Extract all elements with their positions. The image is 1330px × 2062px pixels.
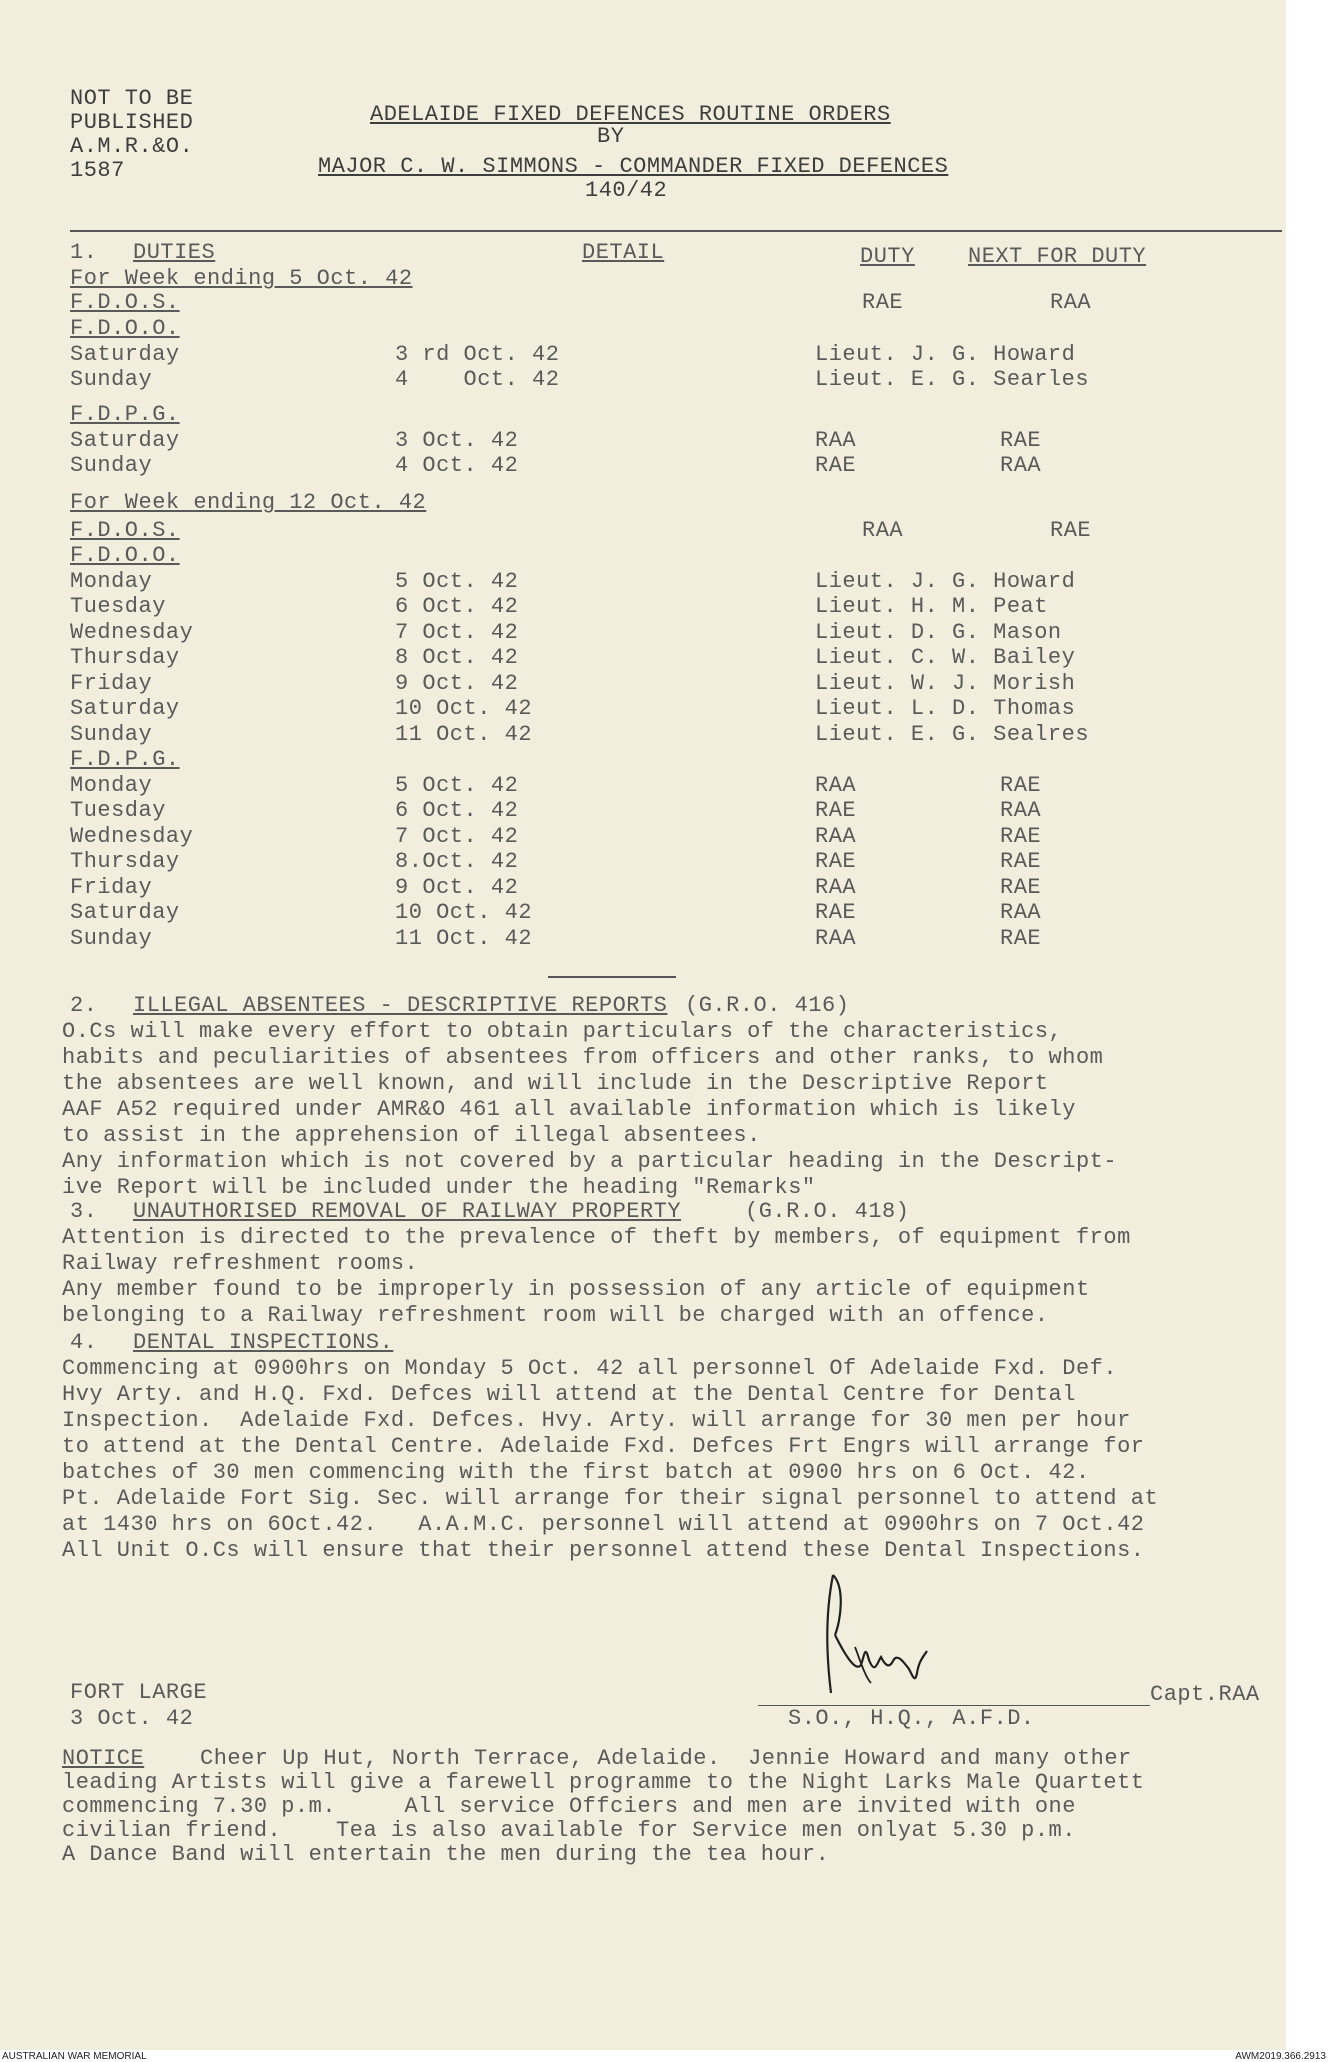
duty-row-date: 4 Oct. 42: [395, 453, 519, 478]
duty-row-next: RAE: [1000, 849, 1042, 874]
duty-row-day: Monday: [70, 773, 153, 798]
section-line: the absentees are well known, and will include in the Descriptive Report: [62, 1071, 1049, 1096]
notice-line: civilian friend. Tea is also available for Service men onlyat 5.30 p.m.: [62, 1818, 1076, 1843]
section-line: Any information which is not covered by a particular heading in the Descript-: [62, 1149, 1118, 1174]
section-reference: (G.R.O. 416): [685, 993, 850, 1018]
duty-row-date: 10 Oct. 42: [395, 900, 533, 925]
duty-row-duty: Lieut. W. J. Morish: [815, 671, 1076, 696]
duty-row-day: Monday: [70, 569, 153, 594]
section-line: Pt. Adelaide Fort Sig. Sec. will arrange for their signal personnel to attend at: [62, 1486, 1159, 1511]
duty-row-date: 9 Oct. 42: [395, 875, 519, 900]
duty-row-date: 10 Oct. 42: [395, 696, 533, 721]
handwritten-signature: [805, 1565, 940, 1700]
section-line: Hvy Arty. and H.Q. Fxd. Defces will attend at the Dental Centre for Dental: [62, 1382, 1076, 1407]
duty-row-date: 9 Oct. 42: [395, 671, 519, 696]
duty-row-duty: RAA: [815, 824, 857, 849]
duty-row-next: RAA: [1000, 900, 1042, 925]
duty-row-date: 8 Oct. 42: [395, 645, 519, 670]
duties-section-number: 1.: [70, 240, 98, 265]
publication-note-line-1: NOT TO BE: [70, 86, 194, 111]
duty-row-date: 4 Oct. 42: [395, 367, 560, 392]
section-line: Commencing at 0900hrs on Monday 5 Oct. 42 all personnel Of Adelaide Fxd. Def.: [62, 1356, 1118, 1381]
duty-row-day: For Week ending 5 Oct. 42: [70, 266, 413, 291]
duty-row-date: 8.Oct. 42: [395, 849, 519, 874]
section-line: to attend at the Dental Centre. Adelaide Fxd. Defces Frt Engrs will arrange for: [62, 1434, 1145, 1459]
section-line: habits and peculiarities of absentees from officers and other ranks, to whom: [62, 1045, 1104, 1070]
duty-row-next: RAE: [1000, 428, 1042, 453]
duty-row-day: F.D.P.G.: [70, 747, 180, 772]
section-heading: UNAUTHORISED REMOVAL OF RAILWAY PROPERTY: [133, 1199, 682, 1224]
duty-row-day: Sunday: [70, 926, 153, 951]
duty-row-date: 6 Oct. 42: [395, 594, 519, 619]
section-number: 3.: [70, 1199, 98, 1224]
duty-row-date: 5 Oct. 42: [395, 773, 519, 798]
notice-line: Cheer Up Hut, North Terrace, Adelaide. Jennie Howard and many other: [200, 1746, 1132, 1771]
duty-row-day: Sunday: [70, 453, 153, 478]
duty-row-next: RAE: [1000, 824, 1042, 849]
footer-accession: AWM2019.366.2913: [1235, 2051, 1326, 2062]
duty-row-day: Saturday: [70, 696, 180, 721]
duties-col-next: NEXT FOR DUTY: [968, 244, 1147, 269]
notice-label: NOTICE: [62, 1746, 145, 1771]
notice-line: leading Artists will give a farewell programme to the Night Larks Male Quartett: [62, 1770, 1145, 1795]
duty-row-next: RAA: [1050, 290, 1092, 315]
section-line: All Unit O.Cs will ensure that their personnel attend these Dental Inspections.: [62, 1538, 1145, 1563]
duty-row-date: 7 Oct. 42: [395, 824, 519, 849]
duty-row-duty: RAE: [815, 798, 857, 823]
duty-row-duty: Lieut. D. G. Mason: [815, 620, 1062, 645]
duty-row-duty: RAA: [815, 926, 857, 951]
signature-appointment: S.O., H.Q., A.F.D.: [788, 1706, 1035, 1731]
duty-row-day: F.D.O.O.: [70, 316, 180, 341]
section-line: Any member found to be improperly in possession of any article of equipment: [62, 1277, 1090, 1302]
header-divider: [70, 230, 1282, 232]
duty-row-day: F.D.O.S.: [70, 290, 180, 315]
duty-row-duty: RAA: [815, 428, 857, 453]
duty-row-next: RAE: [1000, 926, 1042, 951]
signature-location: FORT LARGE: [70, 1680, 208, 1705]
section-line: belonging to a Railway refreshment room will be charged with an offence.: [62, 1303, 1049, 1328]
document-title-by: BY: [597, 124, 625, 149]
duty-row-day: F.D.O.O.: [70, 543, 180, 568]
duty-row-day: Thursday: [70, 849, 180, 874]
publication-note-line-4: 1587: [70, 158, 125, 183]
duty-row-day: Friday: [70, 875, 153, 900]
duty-row-date: 3 rd Oct. 42: [395, 342, 560, 367]
document-title: ADELAIDE FIXED DEFENCES ROUTINE ORDERS: [370, 102, 891, 127]
duty-row-day: Thursday: [70, 645, 180, 670]
duty-row-date: 5 Oct. 42: [395, 569, 519, 594]
section-line: Inspection. Adelaide Fxd. Defces. Hvy. Arty. will arrange for 30 men per hour: [62, 1408, 1131, 1433]
duty-row-day: Saturday: [70, 428, 180, 453]
section-reference: (G.R.O. 418): [745, 1199, 910, 1224]
footer-institution: AUSTRALIAN WAR MEMORIAL: [2, 2051, 147, 2062]
document-author: MAJOR C. W. SIMMONS - COMMANDER FIXED DEFENCES: [318, 154, 949, 179]
duty-row-day: Tuesday: [70, 798, 166, 823]
section-line: O.Cs will make every effort to obtain particulars of the characteristics,: [62, 1019, 1063, 1044]
section-line: to assist in the apprehension of illegal absentees.: [62, 1123, 761, 1148]
duty-row-duty: RAE: [815, 453, 857, 478]
page-margin-strip: [1286, 0, 1330, 2050]
duty-row-duty: Lieut. L. D. Thomas: [815, 696, 1076, 721]
duty-row-duty: Lieut. E. G. Sealres: [815, 722, 1090, 747]
notice-line: commencing 7.30 p.m. All service Offciers and men are invited with one: [62, 1794, 1076, 1819]
section-line: Attention is directed to the prevalence of theft by members, of equipment from: [62, 1225, 1131, 1250]
duty-row-day: Saturday: [70, 900, 180, 925]
duty-row-next: RAA: [1000, 453, 1042, 478]
section-heading: DENTAL INSPECTIONS.: [133, 1330, 394, 1355]
duty-row-next: RAE: [1000, 773, 1042, 798]
duty-row-day: Wednesday: [70, 620, 194, 645]
duties-col-detail: DETAIL: [582, 240, 665, 265]
duty-row-next: RAE: [1000, 875, 1042, 900]
duty-row-day: For Week ending 12 Oct. 42: [70, 490, 427, 515]
duty-row-duty: Lieut. E. G. Searles: [815, 367, 1090, 392]
duty-row-date: 6 Oct. 42: [395, 798, 519, 823]
duty-row-duty: Lieut. J. G. Howard: [815, 342, 1076, 367]
duty-row-duty: RAA: [815, 875, 857, 900]
duty-row-duty: RAE: [862, 290, 904, 315]
duties-heading: DUTIES: [133, 240, 216, 265]
section-line: batches of 30 men commencing with the first batch at 0900 hrs on 6 Oct. 42.: [62, 1460, 1090, 1485]
section-number: 4.: [70, 1330, 98, 1355]
duty-row-duty: Lieut. C. W. Bailey: [815, 645, 1076, 670]
notice-line: A Dance Band will entertain the men during the tea hour.: [62, 1842, 830, 1867]
duty-row-next: RAE: [1050, 518, 1092, 543]
duty-row-duty: Lieut. H. M. Peat: [815, 594, 1048, 619]
duty-row-duty: RAA: [815, 773, 857, 798]
duty-row-day: Sunday: [70, 722, 153, 747]
duty-row-duty: Lieut. J. G. Howard: [815, 569, 1076, 594]
duty-row-day: F.D.P.G.: [70, 402, 180, 427]
section-heading: ILLEGAL ABSENTEES - DESCRIPTIVE REPORTS: [133, 993, 668, 1018]
section-line: at 1430 hrs on 6Oct.42. A.A.M.C. personnel will attend at 0900hrs on 7 Oct.42: [62, 1512, 1145, 1537]
duty-row-date: 11 Oct. 42: [395, 722, 533, 747]
duty-row-day: Saturday: [70, 342, 180, 367]
signature-rank: Capt.RAA: [1150, 1682, 1260, 1707]
publication-note-line-2: PUBLISHED: [70, 110, 194, 135]
section-line: Railway refreshment rooms.: [62, 1251, 419, 1276]
section-number: 2.: [70, 993, 98, 1018]
duty-row-day: Wednesday: [70, 824, 194, 849]
duty-row-day: Friday: [70, 671, 153, 696]
publication-note-line-3: A.M.R.&O.: [70, 134, 194, 159]
signature-date: 3 Oct. 42: [70, 1706, 194, 1731]
section-line: AAF A52 required under AMR&O 461 all available information which is likely: [62, 1097, 1076, 1122]
duty-row-date: 3 Oct. 42: [395, 428, 519, 453]
duty-row-day: F.D.O.S.: [70, 518, 180, 543]
duty-row-duty: RAE: [815, 900, 857, 925]
duty-row-duty: RAA: [862, 518, 904, 543]
duty-row-date: 11 Oct. 42: [395, 926, 533, 951]
section-line: ive Report will be included under the heading "Remarks": [62, 1175, 816, 1200]
duties-col-duty: DUTY: [860, 244, 915, 269]
order-number: 140/42: [585, 178, 668, 203]
duty-row-day: Sunday: [70, 367, 153, 392]
duty-row-date: 7 Oct. 42: [395, 620, 519, 645]
duty-row-day: Tuesday: [70, 594, 166, 619]
duty-row-next: RAA: [1000, 798, 1042, 823]
duty-row-duty: RAE: [815, 849, 857, 874]
duties-end-divider: [548, 976, 676, 978]
